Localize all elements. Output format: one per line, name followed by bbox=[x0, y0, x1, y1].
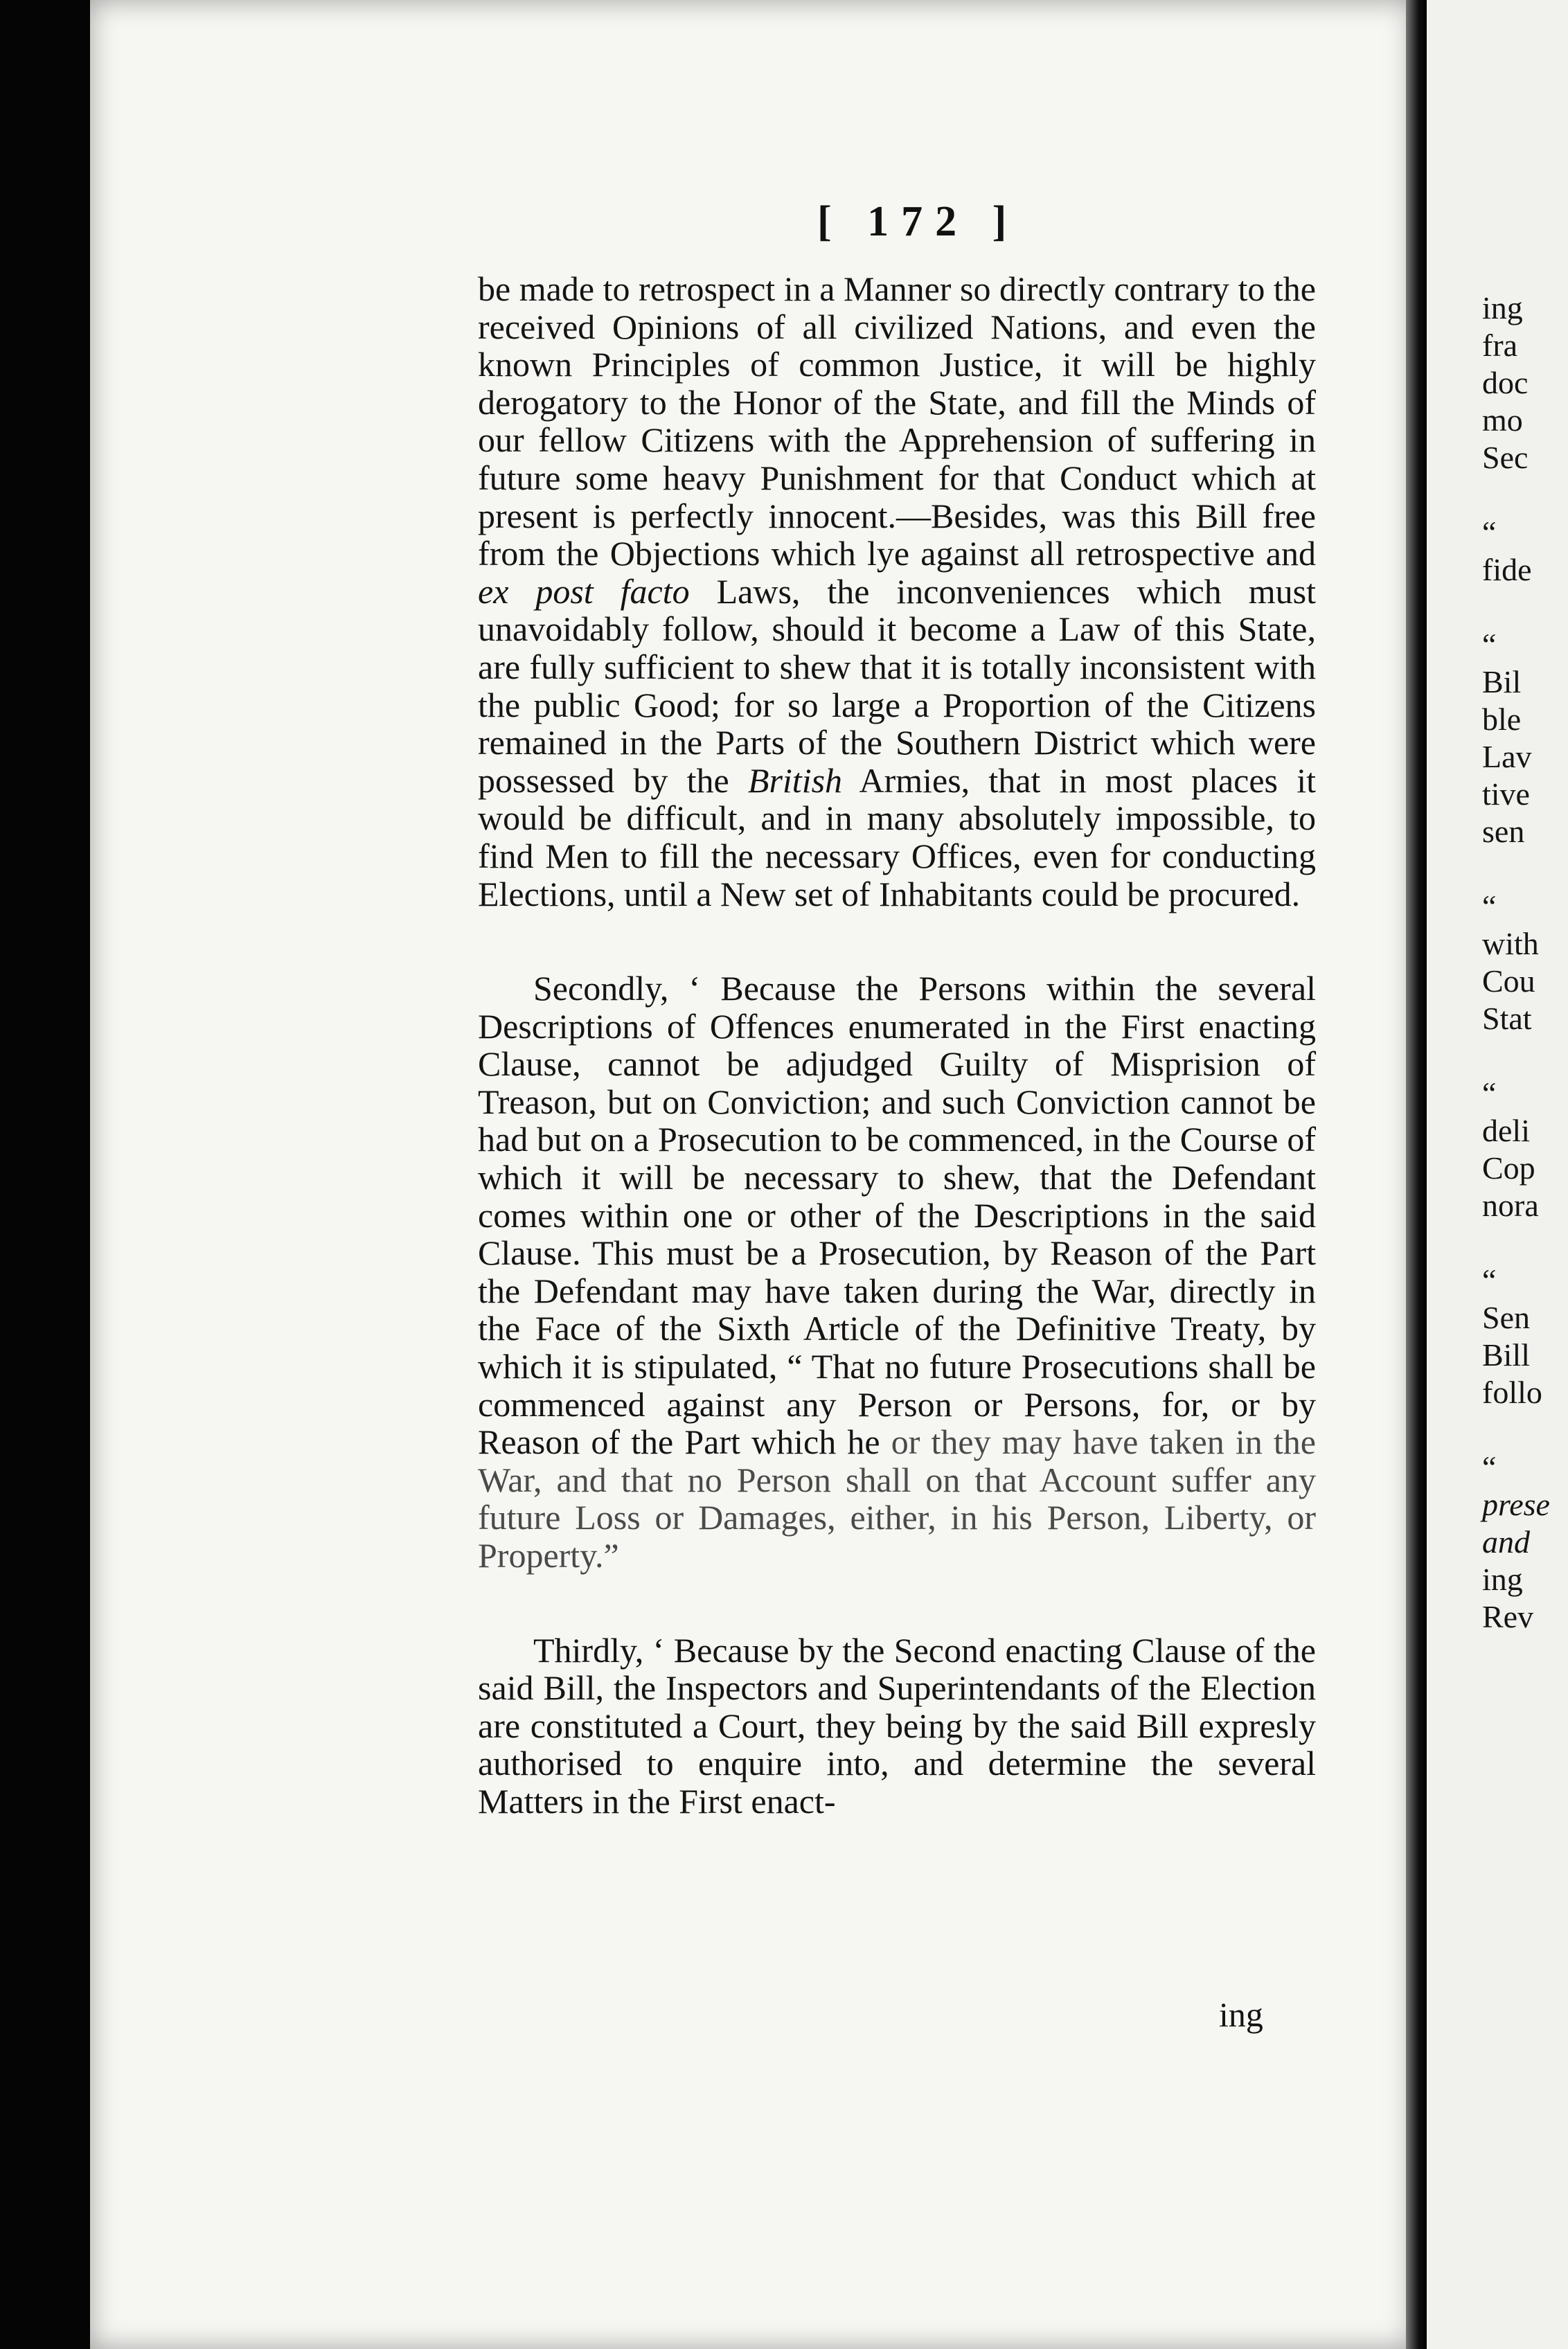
paragraph-1-italic: ex post facto bbox=[478, 571, 690, 611]
facing-page-fragment: with bbox=[1482, 926, 1539, 961]
paragraph-1-text-2: Laws, the inconveniences which must unavoidably follow, should it become a Law of this State, are fully sufficient to shew that it is totally inconsistent with the public Good; for so large a Proportion of the Citizens remained in the Parts of the Southern District which were possessed by the bbox=[478, 571, 1316, 800]
facing-page-fragment: ing bbox=[1482, 1562, 1523, 1597]
page-gutter bbox=[1406, 0, 1427, 2349]
facing-page-fragment bbox=[1482, 1224, 1565, 1262]
paragraph-2 bbox=[478, 970, 1316, 1575]
facing-page-fragment: Stat bbox=[1482, 1001, 1532, 1036]
paragraph-1-italic-2: British bbox=[747, 760, 843, 800]
paragraph-2-text: Secondly, ‘ Because the Persons within the several Descriptions of Offences enumerated in the First enacting Clause, cannot be adjudged Guilty of Misprision of Treason, but on Conviction; and such Conviction cannot be had but on a Prosecution to be commenced, in the Course of which it will be necessary to shew, that the Defendant comes within one or other of the Descriptions in the said Clause. This must be a Prosecution, by Reason of the Part the Defendant may have taken during the War, directly in the Face of the Sixth Article of the Definitive Treaty, by which it is stipulated, “ That no future Prosecutions shall be commenced against any Person or Persons, for, or by Reason of the Part which he bbox=[478, 969, 1316, 1462]
facing-page-fragment: follo bbox=[1482, 1375, 1542, 1410]
paragraph-1-text: be made to retrospect in a Manner so directly contrary to the received Opinions of all civilized Nations, and even the known Principles of common Justice, it will be highly derogatory to the Honor of the State, and fill the Minds of our fellow Citizens with the Apprehension of suffering in future some heavy Punishment for that Conduct which at present is perfectly innocent.—Besides, was this Bill free from the Objections which lye against all retrospective and bbox=[478, 269, 1316, 573]
facing-page-fragment: Cop bbox=[1482, 1150, 1535, 1186]
facing-page-fragment: Sen bbox=[1482, 1300, 1530, 1335]
facing-page-fragment: “ bbox=[1482, 627, 1497, 662]
facing-page-text bbox=[1482, 289, 1565, 1636]
facing-page-fragment bbox=[1482, 850, 1565, 888]
facing-page-fragment: doc bbox=[1482, 365, 1529, 400]
paragraph-1 bbox=[478, 270, 1316, 913]
facing-page-fragment: “ bbox=[1482, 888, 1497, 924]
facing-page-fragment: fra bbox=[1482, 328, 1518, 363]
facing-page-fragment: mo bbox=[1482, 402, 1523, 438]
facing-page-fragment: sen bbox=[1482, 814, 1525, 849]
facing-page-fragment bbox=[1482, 589, 1565, 626]
paragraph-1-text-3: Armies, that in most places it would be difficult, and in many absolutely impossible, to find Men to fill the necessary Offices, even for conducting Elections, until a New set of Inhabitants could be procured. bbox=[478, 760, 1316, 913]
facing-page-fragment: prese bbox=[1482, 1487, 1550, 1522]
facing-page-fragment: ble bbox=[1482, 702, 1522, 737]
facing-page-fragment: Rev bbox=[1482, 1599, 1534, 1634]
paragraph-2-faded-text: or they may have taken in the War, and that no Person shall on that Account suffer any future Loss or Damages, either, in his Person, Liberty, or Property.” bbox=[478, 1422, 1316, 1575]
facing-page-fragment bbox=[1482, 1037, 1565, 1075]
facing-page-fragment bbox=[1482, 476, 1565, 514]
facing-page-fragment: deli bbox=[1482, 1113, 1530, 1148]
facing-page-fragment: ing bbox=[1482, 290, 1523, 325]
facing-page-fragment: “ bbox=[1482, 515, 1497, 550]
facing-page-fragment: Sec bbox=[1482, 440, 1529, 475]
catchword: ing bbox=[1219, 1995, 1263, 2034]
paragraph-3 bbox=[478, 1632, 1316, 1821]
facing-page-fragment: Bil bbox=[1482, 664, 1522, 699]
facing-page-fragment: “ bbox=[1482, 1449, 1497, 1485]
facing-page-fragment: fide bbox=[1482, 552, 1532, 587]
facing-page-fragment: Cou bbox=[1482, 963, 1535, 999]
facing-page-fragment: Bill bbox=[1482, 1337, 1531, 1373]
facing-page-fragment: “ bbox=[1482, 1262, 1497, 1298]
paragraph-3-text: Thirdly, ‘ Because by the Second enacting Clause of the said Bill, the Inspectors and Superintendants of the Election are constituted a Court, they being by the said Bill expresly authorised to enquire into, and determine the several Matters in the First enact- bbox=[478, 1630, 1316, 1821]
facing-page-fragment: and bbox=[1482, 1524, 1530, 1560]
facing-page-fragment: “ bbox=[1482, 1075, 1497, 1111]
facing-page-fragment: tive bbox=[1482, 776, 1530, 812]
page-body bbox=[478, 270, 1316, 1821]
facing-page-fragment: Lav bbox=[1482, 739, 1532, 774]
page-header: [ 172 ] bbox=[817, 198, 1019, 245]
facing-page-fragment: nora bbox=[1482, 1188, 1539, 1223]
facing-page-fragment bbox=[1482, 1411, 1565, 1449]
